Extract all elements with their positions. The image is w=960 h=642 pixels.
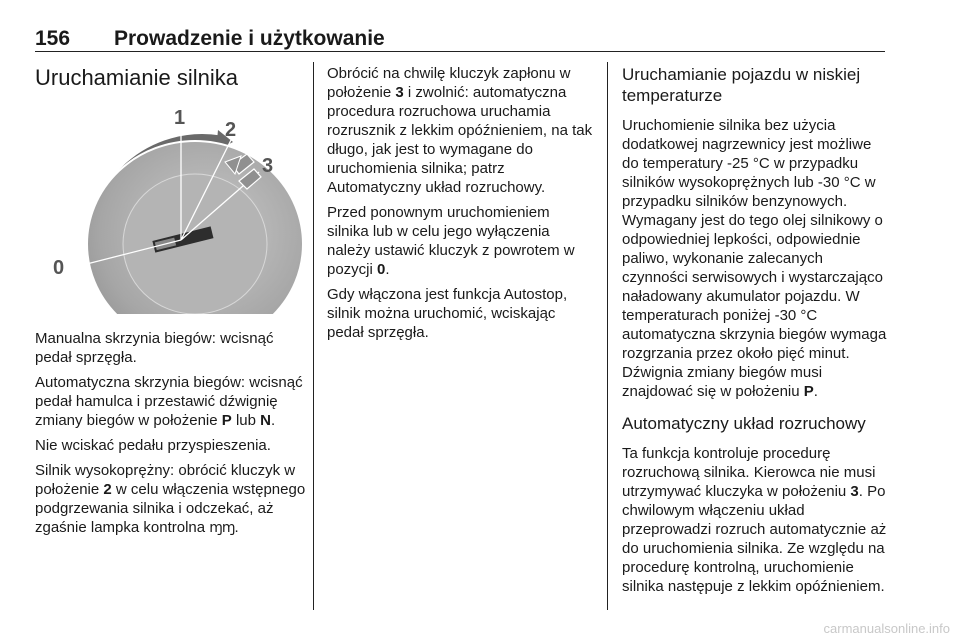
section-heading-auto-start: Automatyczny układ rozruchowy xyxy=(622,414,866,433)
header-rule xyxy=(35,51,885,52)
column-separator xyxy=(313,62,314,610)
label-pos3: 3 xyxy=(262,155,274,177)
label-pos0: 0 xyxy=(53,257,65,279)
ignition-switch-figure xyxy=(35,102,307,314)
paragraph-auto-start: Ta funkcja kontroluje procedurę rozruchową silnika. Kierowca nie musi utrzymywać kluczyka w położeniu 3. Po chwilowym włączeniu układ przeprowadzi rozruch automatycznie aż do uruchomienia silnika. Ze względu na procedurę kontrolną, uruchomienie silnika następuje z lekkim opóźnieniem. xyxy=(622,445,887,595)
paragraph-automatic: Automatyczna skrzynia biegów: wcisnąć pedał hamulca i przestawić dźwignię zmiany biegów w położenie P lub N. xyxy=(35,374,303,429)
page-number: 156 xyxy=(35,27,71,50)
watermark: carmanualsonline.info xyxy=(823,621,950,636)
label-pos1: 1 xyxy=(174,107,186,129)
glow-plug-icon: ɱɱ xyxy=(209,520,235,536)
paragraph-turn-key: Obrócić na chwilę kluczyk zapłonu w położenie 3 i zwolnić: automatyczna procedura rozruchowa uruchamia rozrusznik z lekkim opóźnieniem, na tak długo, jak jest to wymagane do uruchomienia silnika; patrz Automatyczny układ rozruchowy. xyxy=(327,65,593,196)
paragraph-manual: Manualna skrzynia biegów: wcisnąć pedał sprzęgła. xyxy=(35,330,274,366)
paragraph-low-temp: Uruchomienie silnika bez użycia dodatkowej nagrzewnicy jest możliwe do temperatury -25 °C w przypadku silników wysokoprężnych lub -30 °C w przypadku silników benzynowych. Wymagany jest do tego olej silnikowy o odpowiedniej lepkości, odpowiednie paliwo, wykonanie zalecanych czynności serwisowych i wystarczająco naładowany akumulator pojazdu. W temperaturach poniżej -30 °C automatyczna skrzynia biegów wymaga rozgrzania przez około pięć minut. Dźwignia zmiany biegów musi znajdować się w położeniu P. xyxy=(622,117,887,400)
paragraph-restart: Przed ponownym uruchomieniem silnika lub w celu jego wyłączenia należy ustawić kluczyk z powrotem w pozycji 0. xyxy=(327,204,575,278)
column-3 xyxy=(622,64,888,602)
section-heading: Uruchamianie silnika xyxy=(35,65,238,90)
paragraph-diesel: Silnik wysokoprężny: obrócić kluczyk w położenie 2 w celu włączenia wstępnego podgrzewania silnika i odczekać, aż zgaśnie lampka kontrolna ɱɱ. xyxy=(35,462,306,536)
column-2 xyxy=(327,64,595,348)
column-separator xyxy=(607,62,608,610)
label-pos2: 2 xyxy=(225,119,237,141)
section-heading-low-temp: Uruchamianie pojazdu w niskiej temperaturze xyxy=(622,65,861,105)
chapter-title: Prowadzenie i użytkowanie xyxy=(114,27,385,50)
paragraph-accelerator: Nie wciskać pedału przyspieszenia. xyxy=(35,437,271,454)
page-header xyxy=(35,26,885,52)
column-1 xyxy=(35,64,307,544)
paragraph-autostop: Gdy włączona jest funkcja Autostop, silnik można uruchomić, wciskając pedał sprzęgła. xyxy=(327,286,568,341)
dial-inner xyxy=(123,174,267,314)
